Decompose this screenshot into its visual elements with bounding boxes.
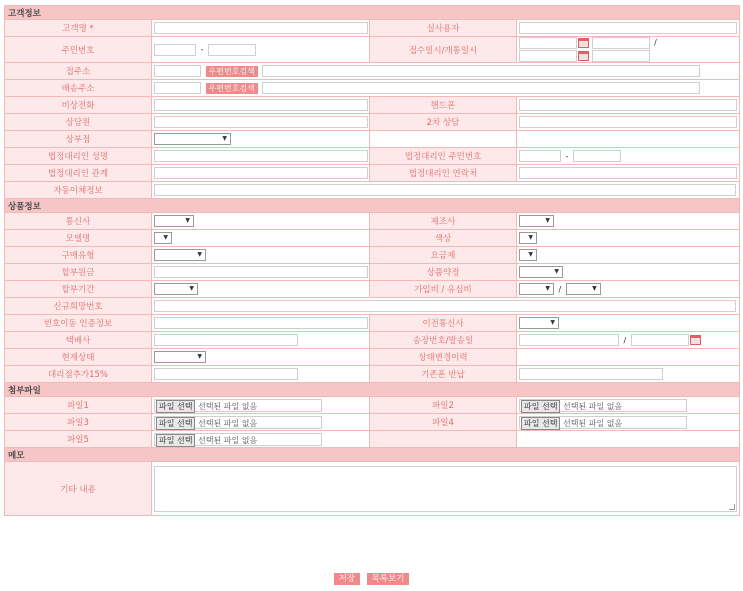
- calendar-icon[interactable]: [578, 38, 589, 48]
- label-address: 접주소: [5, 63, 152, 80]
- fee-slash: /: [558, 284, 562, 294]
- rrn-back-input[interactable]: [208, 44, 256, 56]
- empty-cell: [370, 131, 517, 148]
- label-carrier: 통신사: [5, 213, 152, 230]
- label-status-history: 상태변경이력: [370, 349, 517, 366]
- color-select[interactable]: [519, 232, 537, 244]
- label-handphone: 핸드폰: [370, 97, 517, 114]
- new-number-input[interactable]: [154, 300, 736, 312]
- rrn-front-input[interactable]: [154, 44, 196, 56]
- legal-rrn-back-input[interactable]: [573, 150, 621, 162]
- label-agent-extra: 대리점추가15%: [5, 366, 152, 383]
- label-second-consult: 2차 상담: [370, 114, 517, 131]
- legal-name-input[interactable]: [154, 150, 368, 162]
- ship-date-input[interactable]: [631, 334, 689, 346]
- file-choose-button[interactable]: 파일 선택: [521, 417, 560, 430]
- label-installment-amount: 할부원금: [5, 264, 152, 281]
- counselor-input[interactable]: [154, 116, 368, 128]
- address-input[interactable]: [262, 65, 700, 77]
- usim-fee-select[interactable]: [566, 283, 601, 295]
- label-file4: 파일4: [370, 414, 517, 431]
- file-choose-button[interactable]: 파일 선택: [156, 417, 195, 430]
- address-zip-input[interactable]: [154, 65, 201, 77]
- label-rrn: 주민번호: [5, 37, 152, 63]
- installment-period-select[interactable]: [154, 283, 198, 295]
- branch-select[interactable]: [154, 133, 231, 145]
- file-choose-button[interactable]: 파일 선택: [521, 400, 560, 413]
- calendar-icon[interactable]: [578, 51, 589, 61]
- file1-input[interactable]: [154, 399, 322, 412]
- file-none-text: 선택된 파일 없음: [198, 418, 258, 428]
- save-button[interactable]: 저장: [334, 573, 360, 585]
- label-port-auth: 번호이동 인증정보: [5, 315, 152, 332]
- handphone-input[interactable]: [519, 99, 737, 111]
- status-history-value: [517, 349, 740, 366]
- rate-plan-select[interactable]: [519, 249, 537, 261]
- file5-input[interactable]: [154, 433, 322, 446]
- file2-input[interactable]: [519, 399, 687, 412]
- label-memo-etc: 기타 내용: [5, 462, 152, 516]
- autopay-input[interactable]: [154, 184, 736, 196]
- carrier-select[interactable]: [154, 215, 194, 227]
- tracking-slash: /: [623, 335, 627, 345]
- legal-rrn-front-input[interactable]: [519, 150, 561, 162]
- label-legal-contact: 법정대리인 연락처: [370, 165, 517, 182]
- label-file2: 파일2: [370, 397, 517, 414]
- file3-input[interactable]: [154, 416, 322, 429]
- list-button[interactable]: 목록보기: [367, 573, 410, 585]
- legal-relation-input[interactable]: [154, 167, 368, 179]
- form-actions: [0, 573, 743, 585]
- open-date-input[interactable]: [519, 50, 577, 62]
- delivery-address-input[interactable]: [262, 82, 700, 94]
- old-phone-return-input[interactable]: [519, 368, 663, 380]
- zip-search-button[interactable]: 우편번호검색: [206, 66, 258, 77]
- label-autopay: 자동이체정보: [5, 182, 152, 199]
- zip-search-button[interactable]: 우편번호검색: [206, 83, 258, 94]
- file-none-text: 선택된 파일 없음: [563, 401, 623, 411]
- label-customer-name: 고객명 *: [5, 20, 152, 37]
- label-courier: 택배사: [5, 332, 152, 349]
- section-memo: 메모: [5, 448, 740, 462]
- label-new-number: 신규희망번호: [5, 298, 152, 315]
- memo-textarea[interactable]: [154, 466, 737, 512]
- label-delivery-address: 배송주소: [5, 80, 152, 97]
- label-current-status: 현재상태: [5, 349, 152, 366]
- customer-name-input[interactable]: [154, 22, 368, 34]
- actual-user-input[interactable]: [519, 22, 737, 34]
- date-slash: /: [654, 38, 657, 47]
- calendar-icon[interactable]: [690, 335, 701, 345]
- label-tracking: 송장번호/발송일: [370, 332, 517, 349]
- second-consult-input[interactable]: [519, 116, 737, 128]
- label-file1: 파일1: [5, 397, 152, 414]
- label-join-usim-fee: 가입비 / 유심비: [370, 281, 517, 298]
- file-choose-button[interactable]: 파일 선택: [156, 400, 195, 413]
- label-legal-rrn: 법정대리인 주민번호: [370, 148, 517, 165]
- buy-type-select[interactable]: [154, 249, 206, 261]
- port-auth-input[interactable]: [154, 317, 368, 329]
- section-attachments: 첨부파일: [5, 383, 740, 397]
- label-legal-name: 법정대리인 성명: [5, 148, 152, 165]
- file-choose-button[interactable]: 파일 선택: [156, 434, 195, 447]
- installment-amount-input[interactable]: [154, 266, 368, 278]
- legal-rrn-dash: -: [565, 151, 569, 161]
- join-fee-select[interactable]: [519, 283, 554, 295]
- tracking-number-input[interactable]: [519, 334, 619, 346]
- label-counselor: 상담원: [5, 114, 152, 131]
- label-file3: 파일3: [5, 414, 152, 431]
- label-color: 색상: [370, 230, 517, 247]
- agent-extra-input[interactable]: [154, 368, 298, 380]
- section-product: 상품정보: [5, 199, 740, 213]
- label-contract: 상품약정: [370, 264, 517, 281]
- receipt-time-input[interactable]: [592, 37, 650, 49]
- delivery-zip-input[interactable]: [154, 82, 201, 94]
- empty-cell: [517, 131, 740, 148]
- file-none-text: 선택된 파일 없음: [563, 418, 623, 428]
- file-none-text: 선택된 파일 없음: [198, 401, 258, 411]
- contract-select[interactable]: [519, 266, 563, 278]
- order-form: [4, 5, 740, 516]
- empty-cell: [517, 431, 740, 448]
- label-maker: 제조사: [370, 213, 517, 230]
- label-legal-relation: 법정대리인 관계: [5, 165, 152, 182]
- label-receipt-open-date: 접수일시/개통일시: [370, 37, 517, 63]
- courier-input[interactable]: [154, 334, 298, 346]
- emergency-phone-input[interactable]: [154, 99, 368, 111]
- receipt-date-input[interactable]: [519, 37, 577, 49]
- label-emergency-phone: 비상전화: [5, 97, 152, 114]
- label-model: 모델명: [5, 230, 152, 247]
- label-old-phone-return: 기존폰 반납: [370, 366, 517, 383]
- open-time-input[interactable]: [592, 50, 650, 62]
- empty-label-cell: [370, 431, 517, 448]
- label-installment-period: 할부기간: [5, 281, 152, 298]
- label-buy-type: 구매유형: [5, 247, 152, 264]
- label-actual-user: 실사용자: [370, 20, 517, 37]
- label-branch: 상부점: [5, 131, 152, 148]
- label-file5: 파일5: [5, 431, 152, 448]
- section-customer: 고객정보: [5, 6, 740, 20]
- model-select[interactable]: [154, 232, 172, 244]
- prev-carrier-select[interactable]: [519, 317, 559, 329]
- file-none-text: 선택된 파일 없음: [198, 435, 258, 445]
- file4-input[interactable]: [519, 416, 687, 429]
- label-rate-plan: 요금제: [370, 247, 517, 264]
- label-prev-carrier: 이전통신사: [370, 315, 517, 332]
- rrn-dash: -: [200, 45, 204, 54]
- status-select[interactable]: [154, 351, 206, 363]
- maker-select[interactable]: [519, 215, 554, 227]
- legal-contact-input[interactable]: [519, 167, 737, 179]
